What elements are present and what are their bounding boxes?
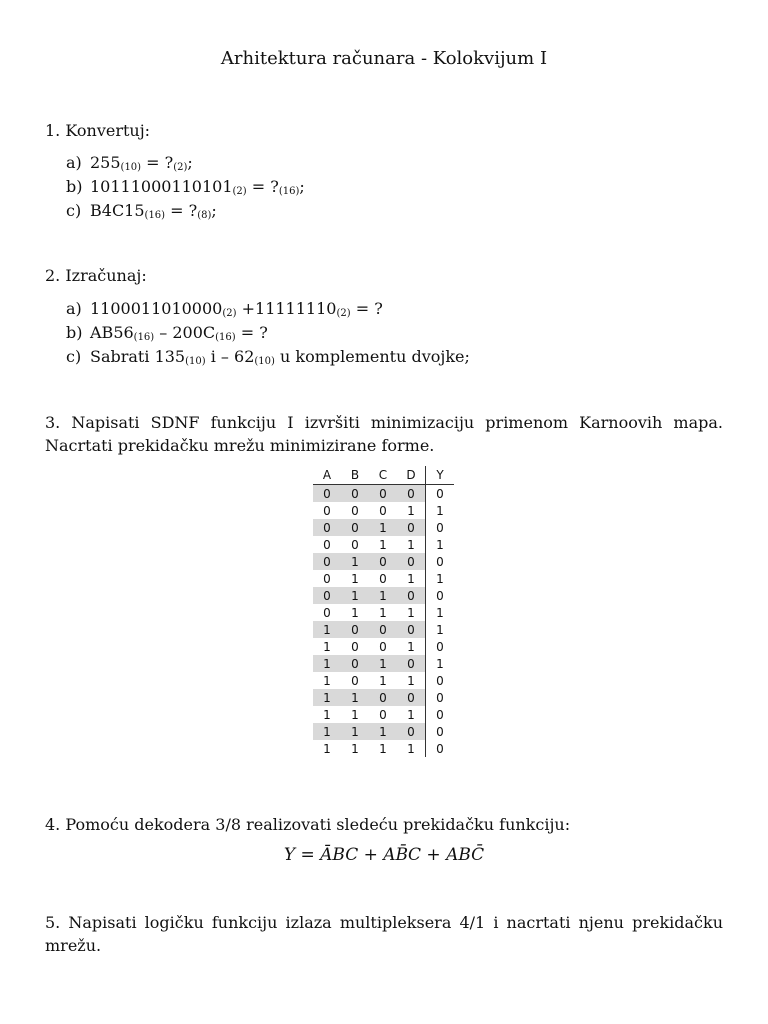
table-cell: 0 bbox=[426, 638, 455, 655]
q2-item-text: u komplementu dvojke; bbox=[274, 347, 470, 366]
table-cell: 0 bbox=[397, 587, 426, 604]
table-cell: 0 bbox=[426, 706, 455, 723]
base-subscript: (10) bbox=[185, 356, 206, 367]
truth-table-body bbox=[313, 485, 454, 758]
page-title: Arhitektura računara - Kolokvijum I bbox=[220, 48, 548, 69]
table-cell: 0 bbox=[379, 639, 387, 654]
base-subscript: (10) bbox=[120, 162, 142, 173]
table-cell: 0 bbox=[426, 519, 455, 536]
base-subscript: (10) bbox=[254, 356, 275, 367]
table-cell: 0 bbox=[323, 537, 331, 552]
table-cell: 0 bbox=[379, 503, 387, 518]
table-cell: 1 bbox=[379, 741, 387, 756]
base-subscript: (16) bbox=[144, 210, 166, 221]
table-cell: 1 bbox=[426, 536, 455, 553]
table-cell: 1 bbox=[369, 655, 397, 672]
q2-item-label: a) bbox=[66, 299, 82, 318]
table-cell: 1 bbox=[407, 503, 415, 518]
table-cell: 1 bbox=[341, 587, 369, 604]
table-row bbox=[313, 621, 454, 638]
table-cell: 1 bbox=[369, 519, 397, 536]
table-cell: 0 bbox=[369, 553, 397, 570]
table-row bbox=[313, 689, 454, 706]
table-cell: 0 bbox=[369, 621, 397, 638]
table-cell: 1 bbox=[426, 502, 455, 519]
table-cell: 1 bbox=[369, 723, 397, 740]
q2-item-text: Sabrati 135 bbox=[90, 347, 186, 366]
table-cell: 0 bbox=[397, 485, 426, 503]
q2-item-label: b) bbox=[66, 323, 83, 342]
q2-item-text: = ? bbox=[235, 323, 268, 342]
q2-item bbox=[66, 347, 470, 367]
table-cell: 0 bbox=[397, 519, 426, 536]
table-row bbox=[313, 638, 454, 655]
table-cell: 1 bbox=[313, 689, 341, 706]
table-cell: 1 bbox=[426, 621, 455, 638]
table-cell: 0 bbox=[397, 723, 426, 740]
q5-text: 5. Napisati logičku funkciju izlaza multipleksera 4/1 i nacrtati njenu prekidačku mrežu. bbox=[45, 913, 723, 955]
q2-item bbox=[66, 323, 268, 343]
q4-formula bbox=[0, 845, 768, 865]
table-row bbox=[313, 519, 454, 536]
truth-table-header-cell: C bbox=[369, 466, 397, 485]
table-row bbox=[313, 655, 454, 672]
q1-item-label: a) bbox=[66, 153, 82, 172]
q2-item-label: c) bbox=[66, 347, 82, 366]
table-cell: 0 bbox=[426, 553, 455, 570]
q1-item-text: 255 bbox=[90, 153, 121, 172]
table-row bbox=[313, 570, 454, 587]
q1-item-text: = ? bbox=[165, 201, 198, 220]
truth-table-header-cell: Y bbox=[426, 466, 455, 485]
q1-item-text: ; bbox=[299, 177, 305, 196]
q2-item-text: – 200C bbox=[154, 323, 216, 342]
base-subscript: (2) bbox=[336, 308, 351, 319]
table-cell: 1 bbox=[351, 605, 359, 620]
table-row bbox=[313, 502, 454, 519]
table-row bbox=[313, 553, 454, 570]
truth-table-header-cell: B bbox=[341, 466, 369, 485]
table-row bbox=[313, 723, 454, 740]
table-cell: 1 bbox=[369, 587, 397, 604]
table-cell: 0 bbox=[323, 571, 331, 586]
table-cell: 0 bbox=[379, 707, 387, 722]
q2-item bbox=[66, 299, 383, 319]
q1-item-text: B4C15 bbox=[90, 201, 145, 220]
table-cell: 1 bbox=[341, 723, 369, 740]
table-cell: 1 bbox=[407, 741, 415, 756]
table-cell: 1 bbox=[407, 605, 415, 620]
table-cell: 0 bbox=[397, 553, 426, 570]
table-cell: 1 bbox=[407, 673, 415, 688]
table-cell: 0 bbox=[313, 553, 341, 570]
table-cell: 1 bbox=[313, 723, 341, 740]
base-subscript: (2) bbox=[232, 186, 247, 197]
truth-table-header bbox=[313, 466, 454, 485]
table-row bbox=[313, 604, 454, 621]
table-cell: 0 bbox=[397, 621, 426, 638]
table-cell: 1 bbox=[426, 570, 455, 587]
table-cell: 1 bbox=[323, 707, 331, 722]
table-cell: 1 bbox=[351, 707, 359, 722]
table-cell: 0 bbox=[426, 485, 455, 503]
table-cell: 0 bbox=[397, 655, 426, 672]
truth-table bbox=[313, 466, 454, 757]
table-cell: 0 bbox=[351, 537, 359, 552]
q1-item bbox=[66, 201, 217, 221]
table-cell: 0 bbox=[323, 503, 331, 518]
table-cell: 0 bbox=[323, 605, 331, 620]
table-cell: 1 bbox=[407, 707, 415, 722]
base-subscript: (8) bbox=[197, 210, 212, 221]
table-cell: 0 bbox=[351, 503, 359, 518]
table-cell: 1 bbox=[341, 689, 369, 706]
table-cell: 1 bbox=[379, 673, 387, 688]
base-subscript: (16) bbox=[278, 186, 300, 197]
q1-heading: 1. Konvertuj: bbox=[45, 121, 151, 140]
q1-item-text: = ? bbox=[141, 153, 174, 172]
table-cell: 0 bbox=[313, 587, 341, 604]
q2-item-text: 1100011010000 bbox=[90, 299, 223, 318]
q1-item-text: ; bbox=[211, 201, 217, 220]
table-cell: 1 bbox=[313, 655, 341, 672]
q2-item-text: AB56 bbox=[90, 323, 134, 342]
table-cell: 0 bbox=[341, 621, 369, 638]
table-cell: 0 bbox=[426, 587, 455, 604]
q1-item bbox=[66, 153, 193, 173]
table-cell: 0 bbox=[397, 689, 426, 706]
table-cell: 0 bbox=[351, 639, 359, 654]
q1-item-text: ; bbox=[187, 153, 193, 172]
q4-formula-text: Y = ĀBC + AB̄C + ABC̄ bbox=[283, 845, 485, 865]
q1-item-label: b) bbox=[66, 177, 83, 196]
q2-item-text: = ? bbox=[350, 299, 383, 318]
table-row bbox=[313, 706, 454, 723]
table-cell: 1 bbox=[351, 741, 359, 756]
table-row bbox=[313, 740, 454, 757]
table-row bbox=[313, 536, 454, 553]
table-cell: 0 bbox=[341, 655, 369, 672]
table-cell: 1 bbox=[407, 571, 415, 586]
table-row bbox=[313, 672, 454, 689]
table-cell: 0 bbox=[313, 519, 341, 536]
table-row bbox=[313, 485, 454, 503]
q3-text: 3. Napisati SDNF funkciju I izvršiti minimizaciju primenom Karnoovih mapa. Nacrtati prekidačku mrežu minimizirane forme. bbox=[45, 413, 723, 455]
table-cell: 0 bbox=[351, 673, 359, 688]
table-cell: 1 bbox=[313, 621, 341, 638]
q1-item-text: 10111000110101 bbox=[90, 177, 233, 196]
table-cell: 1 bbox=[379, 537, 387, 552]
table-cell: 1 bbox=[323, 741, 331, 756]
table-cell: 1 bbox=[426, 604, 455, 621]
q4-text: 4. Pomoću dekodera 3/8 realizovati sledeću prekidačku funkciju: bbox=[45, 815, 571, 834]
table-cell: 0 bbox=[426, 672, 455, 689]
table-cell: 1 bbox=[407, 537, 415, 552]
table-cell: 1 bbox=[351, 571, 359, 586]
table-cell: 1 bbox=[379, 605, 387, 620]
table-cell: 0 bbox=[313, 485, 341, 503]
q1-item-label: c) bbox=[66, 201, 82, 220]
table-cell: 0 bbox=[341, 519, 369, 536]
table-cell: 0 bbox=[369, 689, 397, 706]
table-cell: 0 bbox=[369, 485, 397, 503]
base-subscript: (2) bbox=[173, 162, 188, 173]
q1-item bbox=[66, 177, 305, 197]
table-row bbox=[313, 587, 454, 604]
table-cell: 1 bbox=[407, 639, 415, 654]
table-cell: 1 bbox=[323, 639, 331, 654]
base-subscript: (16) bbox=[133, 332, 155, 343]
base-subscript: (16) bbox=[215, 332, 236, 343]
truth-table-header-cell: A bbox=[313, 466, 341, 485]
table-cell: 0 bbox=[341, 485, 369, 503]
table-cell: 0 bbox=[426, 740, 455, 757]
q1-item-text: = ? bbox=[246, 177, 279, 196]
base-subscript: (2) bbox=[222, 308, 237, 319]
q2-item-text: +11111110 bbox=[236, 299, 337, 318]
table-cell: 0 bbox=[426, 689, 455, 706]
table-cell: 1 bbox=[323, 673, 331, 688]
table-cell: 1 bbox=[341, 553, 369, 570]
q2-item-text: i – 62 bbox=[205, 347, 255, 366]
table-cell: 1 bbox=[426, 655, 455, 672]
table-cell: 0 bbox=[426, 723, 455, 740]
table-cell: 0 bbox=[379, 571, 387, 586]
q2-heading: 2. Izračunaj: bbox=[45, 266, 147, 285]
truth-table-header-cell: D bbox=[397, 466, 426, 485]
